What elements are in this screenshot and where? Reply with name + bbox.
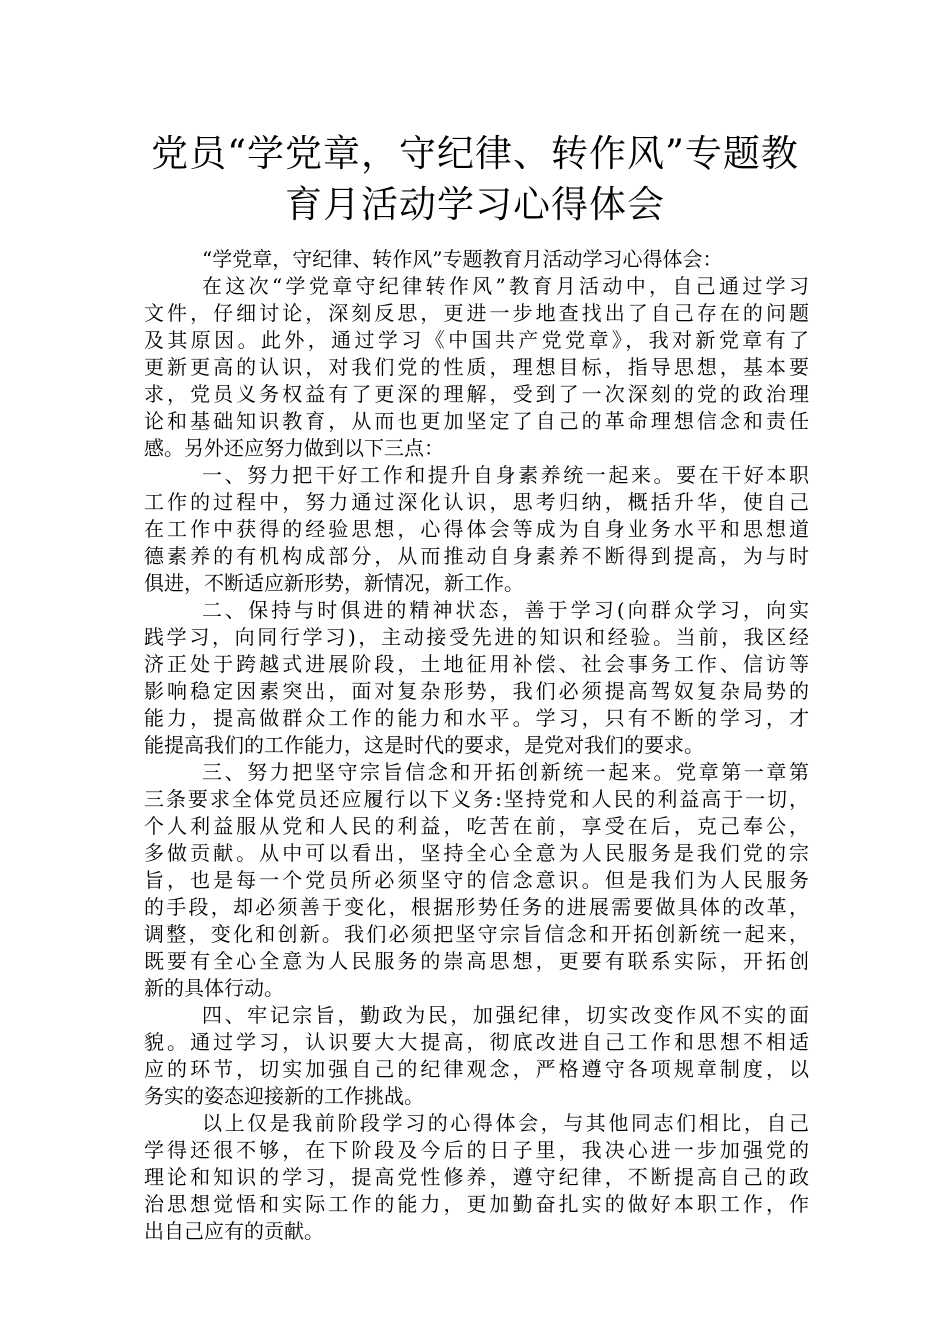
text-line: 能提高我们的工作能力，这是时代的要求，是党对我们的要求。 [144, 733, 704, 757]
text-line: 个人利益服从党和人民的利益，吃苦在前，享受在后，克己奉公， [144, 814, 809, 838]
text-line: 学得还很不够，在下阶段及今后的日子里，我决心进一步加强党的 [144, 1138, 809, 1162]
text-line: 出自己应有的贡献。 [144, 1219, 324, 1243]
text-line: 影响稳定因素突出，面对复杂形势，我们必须提高驾奴复杂局势的 [144, 679, 809, 703]
text-line: 貌。通过学习，认识要大大提高，彻底改进自己工作和思想不相适 [144, 1030, 809, 1054]
document-body [144, 246, 809, 1245]
text-line: 文件，仔细讨论，深刻反思，更进一步地查找出了自己存在的问题 [144, 301, 809, 325]
text-line: 在工作中获得的经验思想，心得体会等成为自身业务水平和思想道 [144, 517, 809, 541]
text-line: 四、牢记宗旨，勤政为民，加强纪律，切实改变作风不实的面 [202, 1003, 809, 1027]
text-line: 理论和知识的学习，提高党性修养，遵守纪律，不断提高自己的政 [144, 1165, 809, 1189]
document-title [110, 128, 840, 230]
text-line: 德素养的有机构成部分，从而推动自身素养不断得到提高，为与时 [144, 544, 809, 568]
text-line: 旨，也是每一个党员所必须坚守的信念意识。但是我们为人民服务 [144, 868, 809, 892]
title-line: 育月活动学习心得体会 [285, 183, 665, 226]
text-line: 以上仅是我前阶段学习的心得体会，与其他同志们相比，自己 [202, 1111, 809, 1135]
text-line: 在这次“学党章守纪律转作风”教育月活动中，自己通过学习 [202, 274, 809, 298]
text-line: 论和基础知识教育，从而也更加坚定了自己的革命理想信念和责任 [144, 409, 809, 433]
text-line: 能力，提高做群众工作的能力和水平。学习，只有不断的学习，才 [144, 706, 809, 730]
text-line: 治思想觉悟和实际工作的能力，更加勤奋扎实的做好本职工作，作 [144, 1192, 809, 1216]
text-line: 及其原因。此外，通过学习《中国共产党党章》，我对新党章有了 [144, 328, 809, 352]
text-line: 济正处于跨越式进展阶段，土地征用补偿、社会事务工作、信访等 [144, 652, 809, 676]
text-line: 调整，变化和创新。我们必须把坚守宗旨信念和开拓创新统一起来， [144, 922, 809, 946]
text-line: 二、保持与时俱进的精神状态，善于学习(向群众学习，向实 [202, 598, 809, 622]
text-line: 俱进，不断适应新形势，新情况，新工作。 [144, 571, 524, 595]
text-line: 工作的过程中，努力通过深化认识，思考归纳，概括升华，使自己 [144, 490, 809, 514]
text-line: 新的具体行动。 [144, 976, 284, 1000]
text-line: 三条要求全体党员还应履行以下义务:坚持党和人民的利益高于一切， [144, 787, 809, 811]
text-line: 既要有全心全意为人民服务的崇高思想，更要有联系实际，开拓创 [144, 949, 809, 973]
text-line: 更新更高的认识，对我们党的性质，理想目标，指导思想，基本要 [144, 355, 809, 379]
text-line: “学党章，守纪律、转作风”专题教育月活动学习心得体会： [202, 247, 723, 271]
text-line: 一、努力把干好工作和提升自身素养统一起来。要在干好本职 [202, 463, 809, 487]
text-line: 践学习，向同行学习)，主动接受先进的知识和经验。当前，我区经 [144, 625, 809, 649]
text-line: 感。另外还应努力做到以下三点： [144, 436, 444, 460]
text-line: 应的环节，切实加强自己的纪律观念，严格遵守各项规章制度，以 [144, 1057, 809, 1081]
paragraph-point-three [144, 759, 809, 1002]
text-line: 求，党员义务权益有了更深的理解，受到了一次深刻的党的政治理 [144, 382, 809, 406]
paragraph-point-four [144, 1002, 809, 1110]
title-line: 党员“学党章，守纪律、转作风”专题教 [151, 132, 799, 175]
text-line: 的手段，却必须善于变化，根据形势任务的进展需要做具体的改革， [144, 895, 809, 919]
paragraph-point-one [144, 462, 809, 597]
text-line: 三、努力把坚守宗旨信念和开拓创新统一起来。党章第一章第 [202, 760, 809, 784]
paragraph-intro [144, 246, 809, 273]
paragraph-point-two [144, 597, 809, 759]
text-line: 多做贡献。从中可以看出，坚持全心全意为人民服务是我们党的宗 [144, 841, 809, 865]
text-line: 务实的姿态迎接新的工作挑战。 [144, 1084, 424, 1108]
paragraph-overview [144, 273, 809, 462]
paragraph-conclusion [144, 1110, 809, 1245]
